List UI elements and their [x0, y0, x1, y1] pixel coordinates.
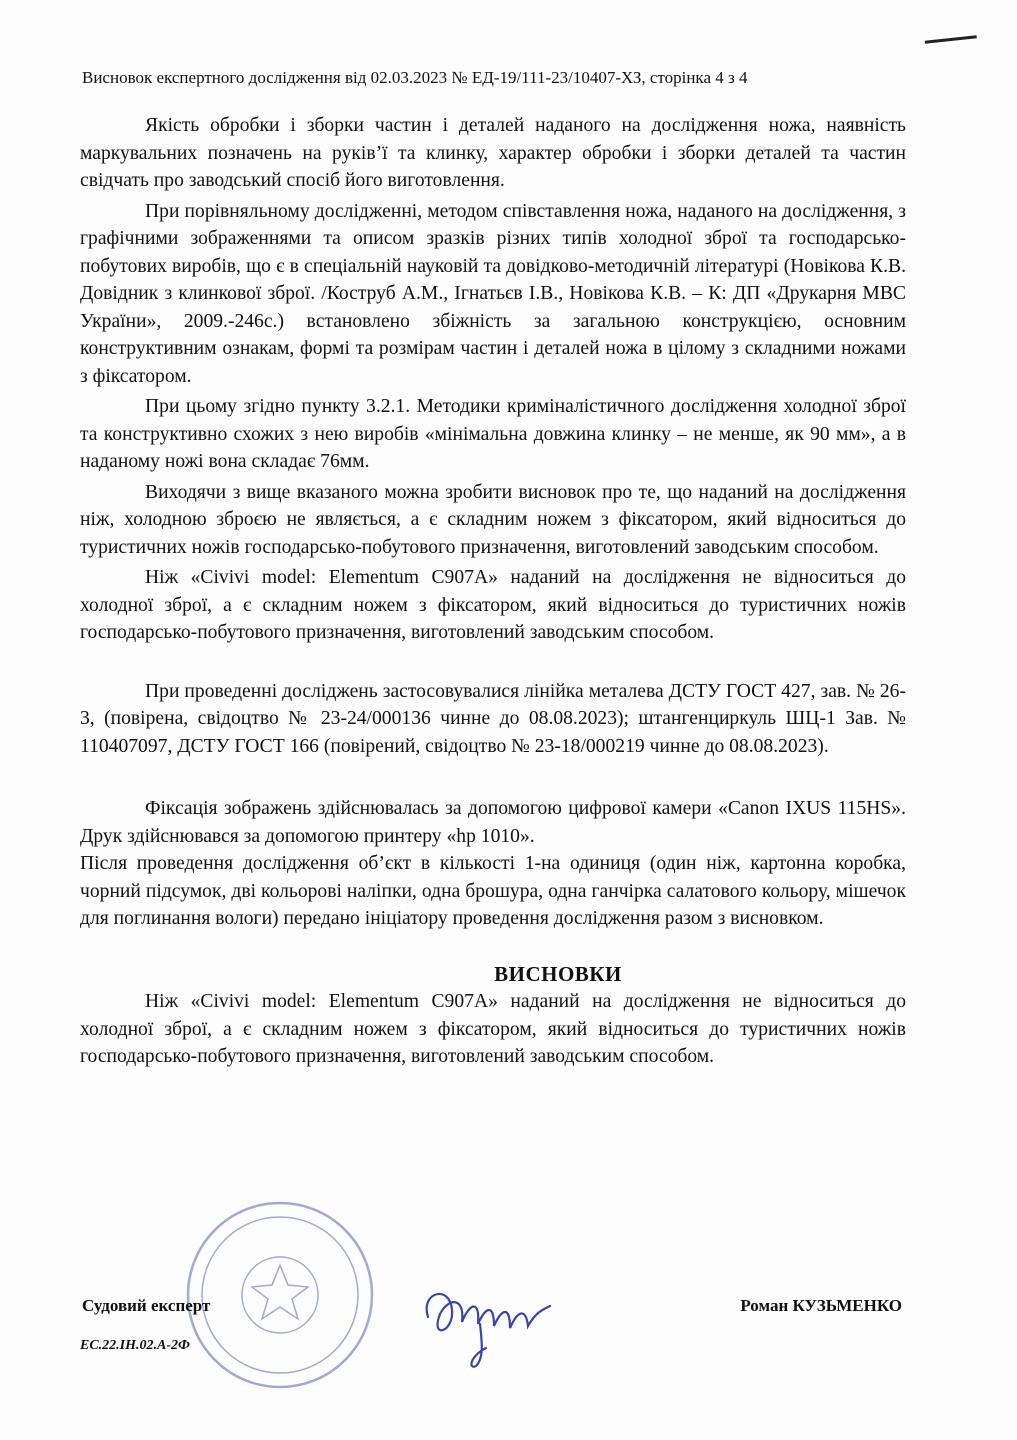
paragraph-photo: Фіксація зображень здійснювалась за допомогою цифрової камери «Canon IXUS 115HS». Друк здійснювався за допомогою принтеру «hp 1010». — [80, 798, 906, 847]
stamp-center-ring — [242, 1257, 318, 1333]
paragraph-methodology: При цьому згідно пункту 3.2.1. Методики криміналістичного дослідження холодної зброї та конструктивно схожих з нею виробів «мінімальна довжина клинку – не менше, як 90 мм», а в наданому ножі вона складає 76мм. — [80, 396, 906, 472]
expert-name: Роман КУЗЬМЕНКО — [740, 1296, 902, 1315]
official-stamp — [180, 1195, 380, 1395]
stamp-outer-ring — [188, 1203, 372, 1387]
paragraph-finding: Ніж «Civivi model: Elementum C907A» наданий на дослідження не відноситься до холодної зброї, а є складним ножем з фіксатором, який відноситься до туристичних ножів господарсько-побутового призначення, виготовлений заводським способом. — [80, 567, 906, 643]
conclusions-heading: ВИСНОВКИ — [494, 961, 622, 986]
stamp-inner-ring — [202, 1217, 358, 1373]
paragraph-inference: Виходячи з вище вказаного можна зробити висновок про те, що наданий на дослідження ніж, холодною зброєю не являється, а є складним ножем з фіксатором, який відноситься до туристичних ножів господарсько-побутового призначення, виготовлений заводським способом. — [80, 481, 906, 558]
page-header: Висновок експертного дослідження від 02.03.2023 № ЕД-19/111-23/10407-ХЗ, сторінка 4 з 4 — [82, 68, 748, 87]
paragraph-comparison: При порівняльному дослідженні, методом співставлення ножа, наданого на дослідження, з графічними зображеннями та описом зразків різних типів холодної зброї та господарсько-побутових виробів, що є в спеціальній науковій та довідково-методичній літературі (Новікова К.В. Довідник з клинкової зброї. /Коструб А.М., Ігнатьєв І.В., Новікова К.В. – К: ДП «Друкарня МВС України», 2009.-246с.) встановлено збіжність за загальною конструкцією, основним конструктивним ознакам, формі та розмірам частин і деталей ножа в цілому з складними ножами з фіксатором. — [80, 200, 906, 387]
scan-mark — [925, 35, 977, 47]
paragraph-instruments: При проведенні досліджень застосовувалися лінійка металева ДСТУ ГОСТ 427, зав. № 26-3, (повірена, свідоцтво № 23-24/000136 чинне до 08.08.2023); штангенциркуль ШЦ-1 Зав. № 110407097, ДСТУ ГОСТ 166 (повірений, свідоцтво № 23-18/000219 чинне до 08.08.2023). — [80, 680, 906, 757]
paragraph-quality: Якість обробки і зборки частин і деталей наданого на дослідження ножа, наявність маркувальних позначень на руків’ї та клинку, характер обробки і зборки деталей та частин свідчать про заводський спосіб його виготовлення. — [80, 115, 906, 191]
expert-role: Судовий експерт — [82, 1296, 211, 1315]
stamp-emblem-icon — [252, 1265, 308, 1319]
paragraph-return: Після проведення дослідження об’єкт в кількості 1-на одиниця (один ніж, картонна коробка, чорний підсумок, дві кольорові наліпки, одна брошура, одна ганчірка салатового кольору, мішечок для поглинання вологи) передано ініціатору проведення дослідження разом з висновком. — [80, 853, 906, 929]
form-code: ЕС.22.ІН.02.А-2Ф — [80, 1338, 190, 1353]
main-body — [80, 112, 906, 1071]
signature — [410, 1262, 560, 1372]
paragraph-conclusion: Ніж «Civivi model: Elementum C907A» наданий на дослідження не відноситься до холодної зброї, а є складним ножем з фіксатором, який відноситься до туристичних ножів господарсько-побутового призначення, виготовлений заводським способом. — [80, 991, 906, 1067]
